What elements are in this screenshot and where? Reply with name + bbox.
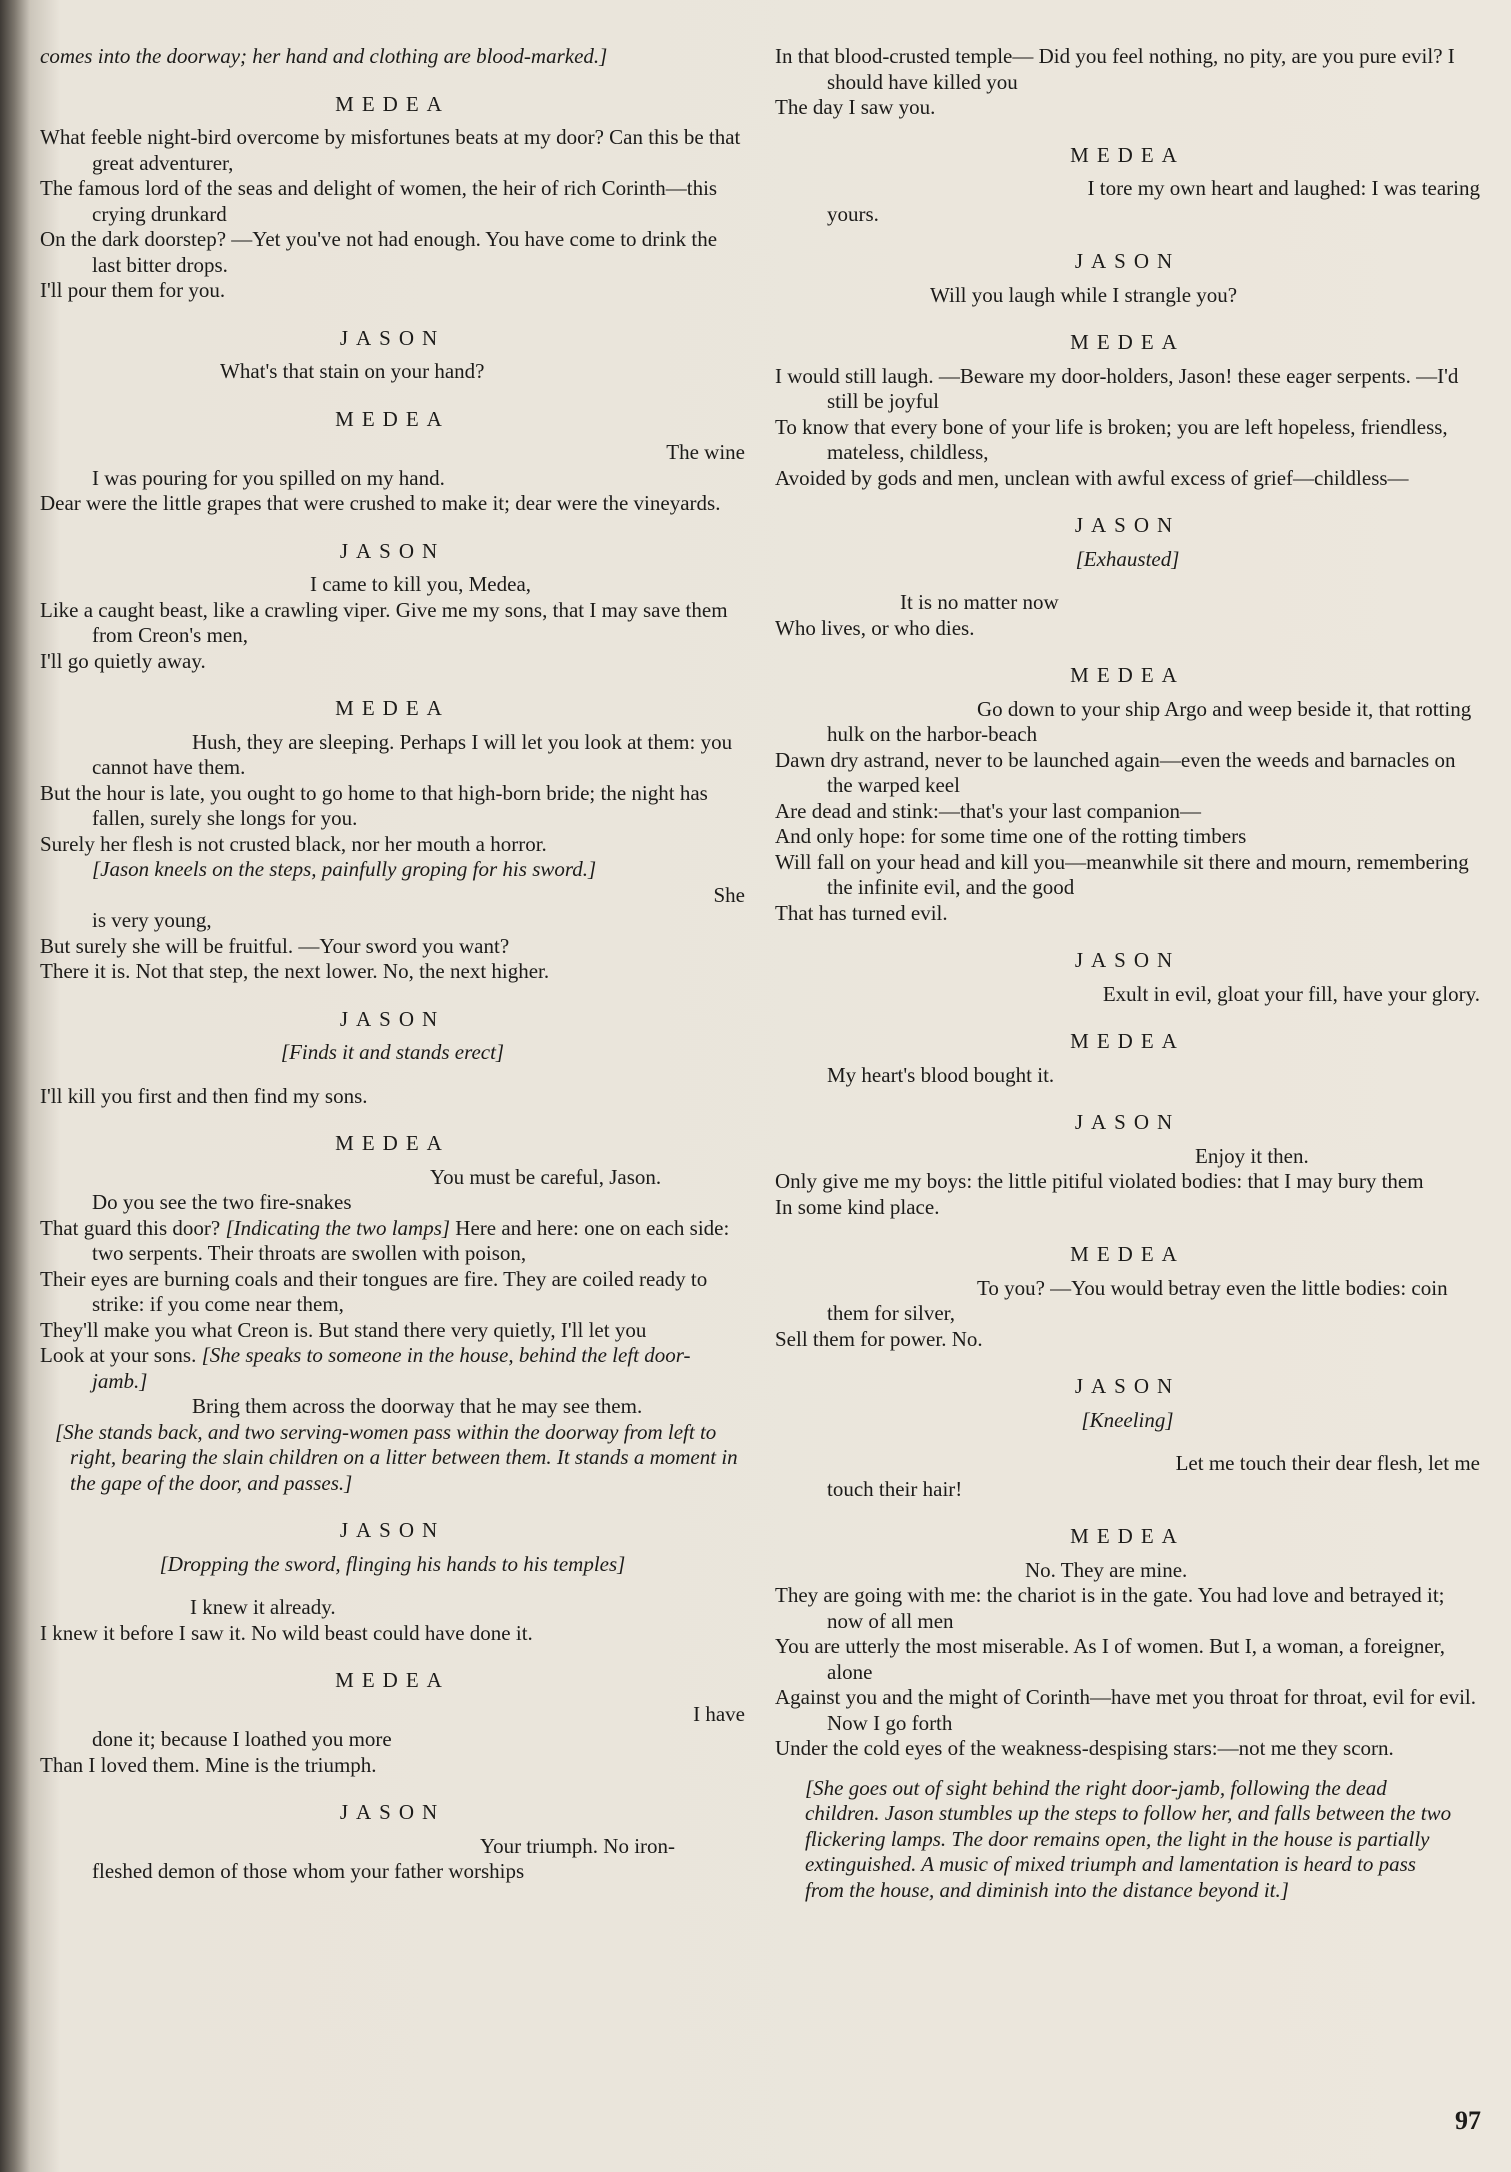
verse-line: It is no matter now bbox=[900, 590, 1059, 614]
speaker-name: JASON bbox=[339, 538, 446, 563]
verse-line: She bbox=[713, 882, 745, 907]
verse-line: Hush, they are sleeping. Perhaps I will let you look at them: you cannot have them. bbox=[92, 729, 733, 779]
verse-line: The famous lord of the seas and delight of women, the heir of rich Corinth—this crying drunkard bbox=[40, 176, 718, 226]
verse-line: touch their hair! bbox=[827, 1476, 963, 1501]
speaker-name: MEDEA bbox=[335, 91, 450, 116]
verse-line: To know that every bone of your life is broken; you are left hopeless, friendless, mateless, childless, bbox=[775, 414, 1448, 464]
verse-line: What feeble night-bird overcome by misfortunes beats at my door? Can this be that great adventurer, bbox=[40, 125, 741, 175]
verse-line: In some kind place. bbox=[775, 1194, 940, 1219]
verse-line: Who lives, or who dies. bbox=[775, 615, 975, 640]
speaker-name: MEDEA bbox=[335, 1668, 450, 1692]
speaker-name: MEDEA bbox=[1070, 663, 1185, 687]
speaker-name: MEDEA bbox=[335, 696, 450, 720]
verse-line: I have bbox=[693, 1701, 745, 1726]
verse-line: Your triumph. No iron- bbox=[480, 1833, 676, 1858]
speaker-name: MEDEA bbox=[335, 406, 450, 431]
stage-direction: [Kneeling] bbox=[1081, 1407, 1174, 1432]
verse-line: I tore my own heart and laughed: I was tearing bbox=[1087, 176, 1480, 200]
speaker-name: JASON bbox=[339, 325, 446, 350]
speaker-name: JASON bbox=[1074, 249, 1181, 273]
verse-line: The day I saw you. bbox=[775, 95, 936, 119]
closing-stage-direction: [She goes out of sight behind the right door-jamb, following the dead children. Jason stumbles up the steps to follow her, and falls between the two flickering lamps. The door remains open, the light in the house is partially extinguished. A music of mixed triumph and lamentation is heard to pass from the house, and diminish into the distance beyond it.] bbox=[805, 1775, 1452, 1902]
verse-line: yours. bbox=[827, 201, 879, 226]
verse-line: Dawn dry astrand, never to be launched again—even the weeds and barnacles on the warped keel bbox=[775, 747, 1456, 797]
verse-line: You are utterly the most miserable. As I of women. But I, a woman, a foreigner, alone bbox=[775, 1634, 1446, 1684]
stage-direction: [She speaks to someone in the house, behind the left door-jamb.] bbox=[92, 1343, 691, 1393]
speaker-name: MEDEA bbox=[1070, 1029, 1185, 1053]
verse-line: I came to kill you, Medea, bbox=[310, 572, 532, 596]
verse-line: Let me touch their dear flesh, let me bbox=[1175, 1451, 1480, 1475]
speaker-name: MEDEA bbox=[1070, 1242, 1185, 1266]
verse-line: They'll make you what Creon is. But stand there very quietly, I'll let you bbox=[40, 1317, 647, 1342]
verse-line: fleshed demon of those whom your father worships bbox=[92, 1859, 525, 1883]
verse-line: But the hour is late, you ought to go home to that high-born bride; the night has fallen, surely she longs for you. bbox=[40, 780, 708, 830]
verse-line: I would still laugh. —Beware my door-holders, Jason! these eager serpents. —I'd still be joyful bbox=[775, 363, 1459, 413]
verse-line: Enjoy it then. bbox=[1195, 1143, 1309, 1168]
verse-line: Under the cold eyes of the weakness-despising stars:—not me they scorn. bbox=[775, 1736, 1394, 1760]
speaker-name: JASON bbox=[1074, 513, 1181, 537]
verse-text: Here and here: one on each side: two serpents. Their throats are swollen with poison, bbox=[92, 1215, 730, 1265]
speaker-name: JASON bbox=[1074, 1110, 1181, 1134]
verse-line: My heart's blood bought it. bbox=[827, 1062, 1055, 1087]
verse-line: Only give me my boys: the little pitiful violated bodies: that I may bury them bbox=[775, 1169, 1424, 1193]
verse-line: Against you and the might of Corinth—have met you throat for throat, evil for evil. Now I go forth bbox=[775, 1685, 1477, 1735]
verse-line: Bring them across the doorway that he may see them. bbox=[192, 1394, 643, 1418]
verse-line bbox=[40, 1216, 745, 1267]
verse-line: Sell them for power. No. bbox=[775, 1326, 983, 1351]
verse-line: Dear were the little grapes that were crushed to make it; dear were the vineyards. bbox=[40, 491, 721, 515]
verse-line: Will you laugh while I strangle you? bbox=[930, 282, 1238, 307]
verse-line: I'll kill you first and then find my sons. bbox=[40, 1083, 368, 1108]
verse-line: The wine bbox=[666, 440, 745, 464]
verse-line: I knew it already. bbox=[190, 1595, 336, 1619]
verse-line: In that blood-crusted temple— Did you feel nothing, no pity, are you pure evil? I should have killed you bbox=[775, 44, 1455, 94]
left-column bbox=[40, 44, 745, 1885]
verse-line: done it; because I loathed you more bbox=[92, 1727, 392, 1751]
verse-line: Will fall on your head and kill you—meanwhile sit there and mourn, remembering the infinite evil, and the good bbox=[775, 849, 1469, 899]
verse-line: I'll pour them for you. bbox=[40, 278, 226, 302]
verse-line: And only hope: for some time one of the rotting timbers bbox=[775, 824, 1247, 848]
verse-line: Avoided by gods and men, unclean with awful excess of grief—childless— bbox=[775, 465, 1409, 490]
stage-direction: [Exhausted] bbox=[1075, 546, 1180, 571]
page-number: 97 bbox=[1455, 2106, 1481, 2135]
verse-text: That guard this door? bbox=[40, 1215, 226, 1240]
speaker-name: MEDEA bbox=[335, 1131, 450, 1155]
verse-text: Look at your sons. bbox=[40, 1343, 202, 1367]
speaker-name: JASON bbox=[1074, 948, 1181, 972]
verse-line: Like a caught beast, like a crawling viper. Give me my sons, that I may save them from Creon's men, bbox=[40, 597, 728, 647]
verse-line: To you? —You would betray even the little bodies: coin them for silver, bbox=[827, 1275, 1448, 1325]
verse-line: I'll go quietly away. bbox=[40, 648, 206, 673]
speaker-name: JASON bbox=[339, 1518, 446, 1542]
verse-line: What's that stain on your hand? bbox=[220, 359, 485, 383]
verse-line: Surely her flesh is not crusted black, nor her mouth a horror. bbox=[40, 831, 547, 856]
verse-line: Do you see the two fire-snakes bbox=[92, 1190, 352, 1214]
verse-line: Go down to your ship Argo and weep beside it, that rotting hulk on the harbor-beach bbox=[827, 696, 1472, 746]
verse-line bbox=[40, 1343, 745, 1394]
speaker-name: MEDEA bbox=[1070, 142, 1185, 167]
verse-line: Than I loved them. Mine is the triumph. bbox=[40, 1752, 377, 1777]
speaker-name: JASON bbox=[1074, 1374, 1181, 1398]
verse-line: is very young, bbox=[92, 908, 212, 932]
verse-line: Are dead and stink:—that's your last companion— bbox=[775, 798, 1202, 823]
verse-line: They are going with me: the chariot is in the gate. You had love and betrayed it; now of all men bbox=[775, 1583, 1445, 1633]
speaker-name: JASON bbox=[339, 1800, 446, 1824]
verse-line: That has turned evil. bbox=[775, 900, 948, 925]
verse-line: Exult in evil, gloat your fill, have your glory. bbox=[1102, 981, 1480, 1006]
stage-direction: [Indicating the two lamps] bbox=[225, 1215, 451, 1240]
verse-line: No. They are mine. bbox=[1025, 1557, 1188, 1582]
stage-direction: [Jason kneels on the steps, painfully groping for his sword.] bbox=[92, 857, 597, 881]
verse-line: On the dark doorstep? —Yet you've not had enough. You have come to drink the last bitter drops. bbox=[40, 227, 718, 277]
verse-line: There it is. Not that step, the next lower. No, the next higher. bbox=[40, 959, 550, 983]
stage-direction: [Dropping the sword, flinging his hands to his temples] bbox=[159, 1551, 626, 1576]
stage-direction: [She stands back, and two serving-women pass within the doorway from left to right, bearing the slain children on a litter between them. It stands a moment in the gape of the door, and passes.] bbox=[55, 1419, 738, 1495]
verse-line: I was pouring for you spilled on my hand. bbox=[92, 465, 445, 490]
speaker-name: JASON bbox=[339, 1006, 446, 1031]
speaker-name: MEDEA bbox=[1070, 1524, 1185, 1548]
verse-line: You must be careful, Jason. bbox=[430, 1164, 662, 1189]
stage-direction: [Finds it and stands erect] bbox=[280, 1040, 505, 1064]
stage-direction: comes into the doorway; her hand and clothing are blood-marked.] bbox=[40, 44, 608, 68]
verse-line: I knew it before I saw it. No wild beast could have done it. bbox=[40, 1620, 533, 1645]
verse-line: Their eyes are burning coals and their tongues are fire. They are coiled ready to strike: if you come near them, bbox=[40, 1266, 708, 1316]
right-column bbox=[775, 44, 1480, 1903]
verse-line: But surely she will be fruitful. —Your sword you want? bbox=[40, 933, 510, 958]
speaker-name: MEDEA bbox=[1070, 330, 1185, 354]
